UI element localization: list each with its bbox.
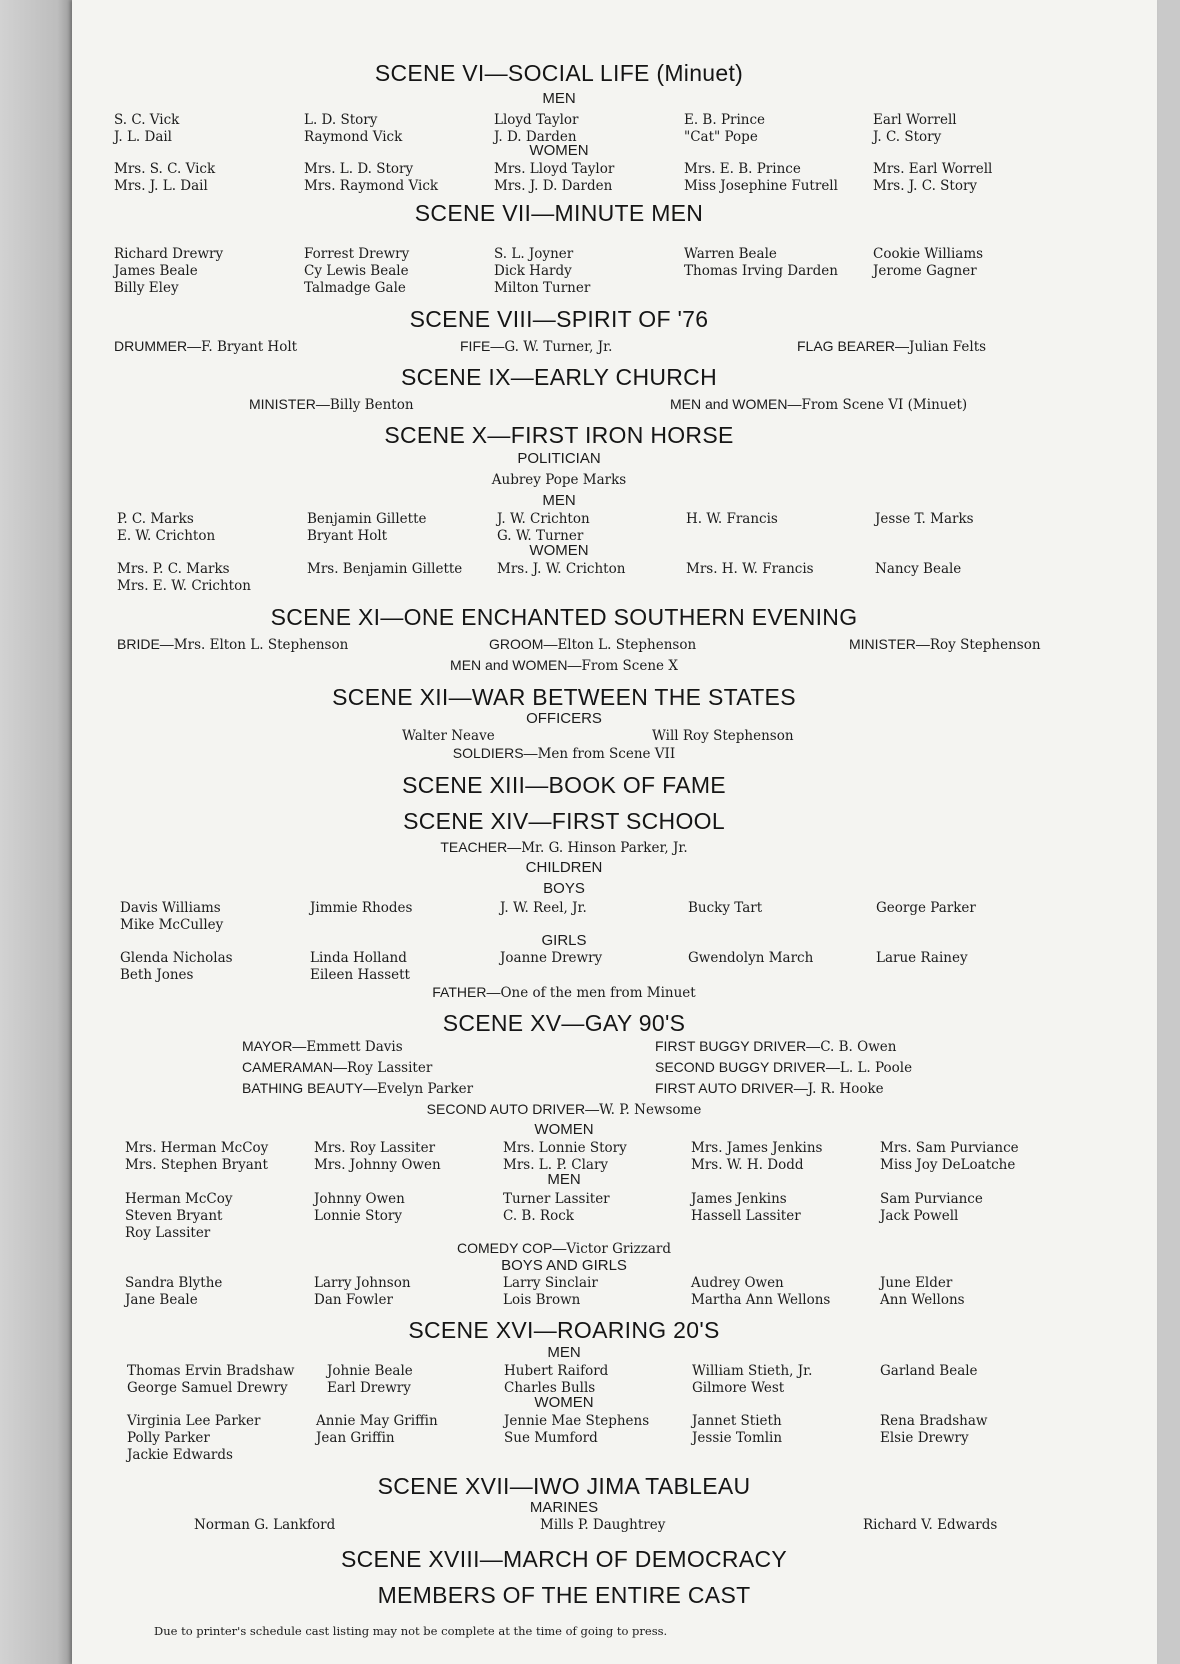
cast-name: Miss Josephine Futrell <box>684 178 838 194</box>
scene-vi-women-col <box>304 161 438 195</box>
cast-name: Charles Bulls <box>504 1380 596 1396</box>
cast-name: Annie May Griffin <box>316 1413 438 1429</box>
scene-xv-boys-girls-col <box>691 1275 830 1309</box>
scene-vi-women-col <box>114 161 215 195</box>
scene-xv-role-left <box>242 1059 432 1076</box>
cast-name: Davis Williams <box>120 900 221 916</box>
scene-viii-drummer <box>114 338 297 355</box>
cast-name: Mrs. Roy Lassiter <box>314 1140 436 1156</box>
scene-xvi-men-col <box>504 1363 608 1397</box>
scene-viii-fife <box>460 338 612 355</box>
cast-name: Garland Beale <box>880 1363 978 1379</box>
role-name: From Scene X <box>581 658 678 674</box>
scene-xv-role-right <box>655 1038 896 1055</box>
cast-name: Jean Griffin <box>316 1430 395 1446</box>
cast-name: Lonnie Story <box>314 1208 402 1224</box>
cast-name: Turner Lassiter <box>503 1191 610 1207</box>
cast-name: Mrs. L. P. Clary <box>503 1157 609 1173</box>
cast-name: Ann Wellons <box>880 1292 965 1308</box>
cast-name: Larry Sinclair <box>503 1275 598 1291</box>
scene-xv-men-col <box>880 1191 983 1225</box>
cast-name: Jessie Tomlin <box>692 1430 783 1446</box>
scene-vi-men-col <box>304 112 402 146</box>
scene-xi-men-women <box>450 657 678 674</box>
scene-xvi-men-col <box>880 1363 978 1380</box>
scene-xiv-boys-col <box>310 900 412 917</box>
scene-xvii-title: SCENE XVII—IWO JIMA TABLEAU <box>377 1473 751 1499</box>
cast-name: Mrs. J. W. Crichton <box>497 561 626 577</box>
cast-name: Mike McCulley <box>120 917 224 933</box>
role-label: MINISTER— <box>249 396 330 412</box>
cast-name: Hubert Raiford <box>504 1363 609 1379</box>
cast-name: C. B. Rock <box>503 1208 574 1224</box>
scene-xi-groom <box>489 636 696 653</box>
scene-xiv-girls-col <box>688 950 813 967</box>
scene-xvii-marine: Mills P. Daughtrey <box>540 1517 666 1533</box>
cast-name: Jannet Stieth <box>692 1413 782 1429</box>
scene-xvii-marines-label: MARINES <box>529 1499 599 1516</box>
role-name: Roy Lassiter <box>347 1060 433 1076</box>
cast-name: Raymond Vick <box>304 129 403 145</box>
scene-xiv-father <box>432 984 695 1001</box>
role-name: Mrs. Elton L. Stephenson <box>173 637 349 653</box>
scene-viii-title: SCENE VIII—SPIRIT OF '76 <box>409 306 709 332</box>
role-name: Evelyn Parker <box>377 1081 474 1097</box>
scene-vi-women-col <box>494 161 614 195</box>
scene-vi-women-col <box>684 161 838 195</box>
cast-name: Rena Bradshaw <box>880 1413 988 1429</box>
cast-name: Beth Jones <box>120 967 194 983</box>
cast-name: Jennie Mae Stephens <box>504 1413 650 1429</box>
scene-xv-boys-girls-col <box>125 1275 222 1309</box>
scene-vii-cast-col <box>494 246 590 297</box>
scene-ix-minister <box>249 396 414 413</box>
role-name: L. L. Poole <box>839 1060 913 1076</box>
cast-name: Polly Parker <box>127 1430 210 1446</box>
cast-name: G. W. Turner <box>497 528 584 544</box>
scene-xvii-marine: Richard V. Edwards <box>863 1517 998 1533</box>
scene-xv-women-col <box>314 1140 441 1174</box>
scene-xv-women-col <box>503 1140 627 1174</box>
scene-vi-women-label: WOMEN <box>529 142 589 159</box>
cast-name: J. D. Darden <box>494 129 577 145</box>
scene-xvi-women-label: WOMEN <box>534 1394 594 1411</box>
cast-name: Lloyd Taylor <box>494 112 579 128</box>
cast-name: Gwendolyn March <box>688 950 814 966</box>
scene-vii-cast-col <box>114 246 223 297</box>
role-label: SECOND AUTO DRIVER— <box>426 1101 600 1117</box>
scene-x-men-col <box>875 511 974 528</box>
cast-name: Mrs. Sam Purviance <box>880 1140 1019 1156</box>
scene-xvi-men-col <box>127 1363 294 1397</box>
scene-x-women-col <box>117 561 251 595</box>
cast-name: Mrs. P. C. Marks <box>117 561 230 577</box>
cast-name: Hassell Lassiter <box>691 1208 801 1224</box>
scene-xvi-women-col <box>127 1413 260 1464</box>
role-label: FLAG BEARER— <box>797 338 910 354</box>
scene-xv-men-col <box>125 1191 233 1242</box>
cast-name: Bryant Holt <box>307 528 388 544</box>
scene-vii-cast-col <box>304 246 409 297</box>
scene-xiv-girls-label: GIRLS <box>541 932 587 949</box>
cast-name: Mrs. S. C. Vick <box>114 161 216 177</box>
cast-name: Miss Joy DeLoatche <box>880 1157 1016 1173</box>
scene-xv-boys-girls-col <box>503 1275 598 1309</box>
scene-x-women-col <box>686 561 814 578</box>
cast-name: Elsie Drewry <box>880 1430 969 1446</box>
cast-name: Virginia Lee Parker <box>127 1413 261 1429</box>
role-name: Men from Scene VII <box>537 746 676 762</box>
scene-xvi-women-col <box>692 1413 782 1447</box>
cast-name: Jack Powell <box>880 1208 959 1224</box>
cast-name: Mrs. Raymond Vick <box>304 178 439 194</box>
role-name: W. P. Newsome <box>599 1102 702 1118</box>
cast-name: Dan Fowler <box>314 1292 393 1308</box>
scene-xii-soldiers <box>453 745 675 762</box>
scene-xv-second-auto <box>427 1101 702 1118</box>
scene-xvi-men-col <box>327 1363 413 1397</box>
cast-name: Mrs. Lloyd Taylor <box>494 161 615 177</box>
cast-name: Audrey Owen <box>691 1275 784 1291</box>
scene-xiv-teacher <box>440 839 687 856</box>
scene-x-politician-label: POLITICIAN <box>517 450 601 467</box>
cast-name: J. C. Story <box>873 129 942 145</box>
scene-ix-title: SCENE IX—EARLY CHURCH <box>400 364 718 390</box>
scene-x-men-label: MEN <box>542 492 576 509</box>
scene-xvi-women-col <box>316 1413 438 1447</box>
role-label: FATHER— <box>432 984 501 1000</box>
scene-xiv-girls-col <box>310 950 410 984</box>
scene-xvi-men-label: MEN <box>547 1344 581 1361</box>
program-page <box>72 0 1157 1664</box>
cast-name: Billy Eley <box>114 280 179 296</box>
cast-name: Mrs. Johnny Owen <box>314 1157 441 1173</box>
cast-name: Earl Worrell <box>873 112 957 128</box>
scene-xv-role-left <box>242 1038 403 1055</box>
role-label: DRUMMER— <box>114 338 202 354</box>
cast-name: Mrs. E. B. Prince <box>684 161 801 177</box>
role-name: Elton L. Stephenson <box>557 637 697 653</box>
cast-name: Jackie Edwards <box>127 1447 233 1463</box>
scene-xv-men-col <box>503 1191 610 1225</box>
role-name: One of the men from Minuet <box>500 985 696 1001</box>
cast-name: James Beale <box>114 263 198 279</box>
role-name: F. Bryant Holt <box>201 339 298 355</box>
role-name: From Scene VI (Minuet) <box>801 397 968 413</box>
scene-xv-boys-girls-label: BOYS AND GIRLS <box>501 1257 627 1274</box>
cast-name: Jerome Gagner <box>873 263 977 279</box>
role-name: Julian Felts <box>909 339 987 355</box>
scene-xiv-girls-col <box>500 950 602 967</box>
cast-name: J. W. Crichton <box>497 511 590 527</box>
cast-name: Mrs. Earl Worrell <box>873 161 993 177</box>
role-name: Mr. G. Hinson Parker, Jr. <box>521 840 688 856</box>
cast-name: H. W. Francis <box>686 511 778 527</box>
role-name: G. W. Turner, Jr. <box>504 339 613 355</box>
scene-xiv-girls-col <box>876 950 968 967</box>
scene-xvi-women-col <box>880 1413 987 1447</box>
scene-xi-title: SCENE XI—ONE ENCHANTED SOUTHERN EVENING <box>270 604 858 630</box>
scene-vii-title: SCENE VII—MINUTE MEN <box>414 200 704 226</box>
cast-name: Mrs. Stephen Bryant <box>125 1157 268 1173</box>
cast-name: Bucky Tart <box>688 900 763 916</box>
scene-xv-men-label: MEN <box>547 1171 581 1188</box>
scene-xv-role-right <box>655 1059 912 1076</box>
cast-name: Dick Hardy <box>494 263 572 279</box>
scene-xiv-boys-col <box>688 900 762 917</box>
scene-xvi-title: SCENE XVI—ROARING 20'S <box>408 1317 720 1343</box>
scene-xiv-boys-col <box>876 900 976 917</box>
scene-xv-title: SCENE XV—GAY 90'S <box>442 1010 686 1036</box>
role-label: SECOND BUGGY DRIVER— <box>655 1059 840 1075</box>
role-label: CAMERAMAN— <box>242 1059 348 1075</box>
cast-name: Glenda Nicholas <box>120 950 233 966</box>
cast-name: Thomas Ervin Bradshaw <box>127 1363 295 1379</box>
cast-name: Forrest Drewry <box>304 246 410 262</box>
cast-name: Steven Bryant <box>125 1208 223 1224</box>
cast-name: Nancy Beale <box>875 561 962 577</box>
cast-name: Mrs. Benjamin Gillette <box>307 561 463 577</box>
scene-ix-men-women <box>670 396 967 413</box>
cast-name: Eileen Hassett <box>310 967 410 983</box>
scene-xviii-title: SCENE XVIII—MARCH OF DEMOCRACY <box>340 1546 788 1572</box>
scene-vi-men-col <box>114 112 179 146</box>
role-name: C. B. Owen <box>820 1039 897 1055</box>
role-name: Emmett Davis <box>306 1039 403 1055</box>
scene-xv-men-col <box>691 1191 801 1225</box>
scene-xii-title: SCENE XII—WAR BETWEEN THE STATES <box>332 684 796 710</box>
role-label: MINISTER— <box>849 636 930 652</box>
cast-name: P. C. Marks <box>117 511 194 527</box>
cast-name: Herman McCoy <box>125 1191 233 1207</box>
scene-xv-women-col <box>880 1140 1019 1174</box>
cast-name: J. W. Reel, Jr. <box>500 900 587 916</box>
scene-xiv-boys-label: BOYS <box>543 880 585 897</box>
scene-xiv-girls-col <box>120 950 233 984</box>
cast-name: Jimmie Rhodes <box>310 900 413 916</box>
cast-name: Johnny Owen <box>314 1191 405 1207</box>
role-label: SOLDIERS— <box>452 745 538 761</box>
cast-name: Jane Beale <box>125 1292 198 1308</box>
scene-x-women-label: WOMEN <box>529 542 589 559</box>
role-label: FIRST BUGGY DRIVER— <box>655 1038 821 1054</box>
cast-name: Joanne Drewry <box>500 950 603 966</box>
role-label: GROOM— <box>489 636 558 652</box>
cast-name: Gilmore West <box>692 1380 785 1396</box>
scene-xiv-boys-col <box>120 900 223 934</box>
cast-name: George Samuel Drewry <box>127 1380 288 1396</box>
cast-name: Thomas Irving Darden <box>684 263 838 279</box>
cast-name: Earl Drewry <box>327 1380 411 1396</box>
cast-name: Lois Brown <box>503 1292 581 1308</box>
role-label: FIRST AUTO DRIVER— <box>655 1080 808 1096</box>
scene-xii-officers-label: OFFICERS <box>526 710 602 727</box>
cast-name: "Cat" Pope <box>684 129 758 145</box>
role-label: MEN and WOMEN— <box>450 657 582 673</box>
cast-name: Mrs. H. W. Francis <box>686 561 814 577</box>
cast-name: Mrs. Herman McCoy <box>125 1140 269 1156</box>
footnote: Due to printer's schedule cast listing may not be complete at the time of going to press. <box>154 1624 668 1638</box>
cast-name: Mrs. Lonnie Story <box>503 1140 627 1156</box>
cast-name: Martha Ann Wellons <box>691 1292 831 1308</box>
scene-xv-women-col <box>125 1140 268 1174</box>
scene-xv-role-left <box>242 1080 473 1097</box>
cast-name: J. L. Dail <box>114 129 173 145</box>
cast-name: June Elder <box>880 1275 953 1291</box>
cast-name: Linda Holland <box>310 950 407 966</box>
cast-name: Mrs. L. D. Story <box>304 161 414 177</box>
scene-vi-women-col <box>873 161 992 195</box>
role-label: BRIDE— <box>117 636 174 652</box>
scene-xv-men-col <box>314 1191 405 1225</box>
scene-x-men-col <box>686 511 778 528</box>
cast-name: E. B. Prince <box>684 112 766 128</box>
scene-xii-officer: Will Roy Stephenson <box>652 728 794 744</box>
cast-name: William Stieth, Jr. <box>692 1363 813 1379</box>
cast-name: Sam Purviance <box>880 1191 983 1207</box>
scene-x-men-col <box>117 511 215 545</box>
scene-x-women-col <box>875 561 961 578</box>
cast-name: Larue Rainey <box>876 950 968 966</box>
scene-xiv-boys-col <box>500 900 587 917</box>
scene-xv-comedy-cop <box>457 1240 671 1257</box>
cast-name: L. D. Story <box>304 112 378 128</box>
cast-name: Johnie Beale <box>327 1363 413 1379</box>
cast-name: Mrs. J. L. Dail <box>114 178 208 194</box>
cast-name: Jesse T. Marks <box>875 511 974 527</box>
scene-vi-men-col <box>494 112 579 146</box>
cast-name: Mrs. E. W. Crichton <box>117 578 251 594</box>
cast-name: S. L. Joyner <box>494 246 574 262</box>
scene-x-men-col <box>307 511 427 545</box>
role-name: Roy Stephenson <box>929 637 1041 653</box>
scene-xi-bride <box>117 636 348 653</box>
scene-xi-minister <box>849 636 1041 653</box>
role-label: MEN and WOMEN— <box>670 396 802 412</box>
cast-name: Warren Beale <box>684 246 777 262</box>
scene-vii-cast-col <box>873 246 983 280</box>
role-name: J. R. Hooke <box>807 1081 884 1097</box>
scene-vii-cast-col <box>684 246 838 280</box>
cast-name: George Parker <box>876 900 976 916</box>
scene-xii-officer: Walter Neave <box>402 728 495 744</box>
cast-name: Cy Lewis Beale <box>304 263 409 279</box>
scene-xvi-men-col <box>692 1363 812 1397</box>
cast-name: Talmadge Gale <box>304 280 406 296</box>
cast-name: Mrs. W. H. Dodd <box>691 1157 804 1173</box>
cast-name: Sandra Blythe <box>125 1275 223 1291</box>
scene-vi-men-col <box>684 112 765 146</box>
cast-name: E. W. Crichton <box>117 528 216 544</box>
scene-xviii-subtitle: MEMBERS OF THE ENTIRE CAST <box>377 1582 751 1608</box>
role-label: FIFE— <box>460 338 505 354</box>
cast-name: Mrs. J. C. Story <box>873 178 978 194</box>
role-name: Victor Grizzard <box>566 1241 672 1257</box>
scene-vi-men-label: MEN <box>542 90 576 107</box>
cast-name: Sue Mumford <box>504 1430 598 1446</box>
cast-name: Benjamin Gillette <box>307 511 427 527</box>
scene-xv-role-right <box>655 1080 884 1097</box>
scene-xiii-title: SCENE XIII—BOOK OF FAME <box>402 772 726 798</box>
scene-vi-title: SCENE VI—SOCIAL LIFE (Minuet) <box>374 60 744 86</box>
cast-name: Mrs. J. D. Darden <box>494 178 613 194</box>
role-label: COMEDY COP— <box>456 1240 567 1256</box>
cast-name: Milton Turner <box>494 280 591 296</box>
scene-xv-boys-girls-col <box>314 1275 411 1309</box>
cast-name: S. C. Vick <box>114 112 180 128</box>
role-label: MAYOR— <box>242 1038 307 1054</box>
scene-xiv-title: SCENE XIV—FIRST SCHOOL <box>403 808 725 834</box>
scene-xvi-women-col <box>504 1413 649 1447</box>
scene-x-women-col <box>307 561 462 578</box>
scene-xvii-marine: Norman G. Lankford <box>194 1517 336 1533</box>
role-name: Billy Benton <box>329 397 414 413</box>
scene-vi-men-col <box>873 112 957 146</box>
cast-name: Richard Drewry <box>114 246 224 262</box>
page-edge <box>0 0 72 1664</box>
cast-name: Cookie Williams <box>873 246 984 262</box>
scene-xv-boys-girls-col <box>880 1275 965 1309</box>
cast-name: Roy Lassiter <box>125 1225 211 1241</box>
role-label: TEACHER— <box>440 839 522 855</box>
cast-name: Larry Johnson <box>314 1275 411 1291</box>
scene-x-women-col <box>497 561 625 578</box>
cast-name: Mrs. James Jenkins <box>691 1140 823 1156</box>
scene-viii-flag-bearer <box>797 338 986 355</box>
cast-name: James Jenkins <box>691 1191 787 1207</box>
role-label: BATHING BEAUTY— <box>242 1080 378 1096</box>
scene-x-men-col <box>497 511 590 545</box>
scene-xiv-children-label: CHILDREN <box>525 859 603 876</box>
scene-xv-women-col <box>691 1140 822 1174</box>
scene-xv-women-label: WOMEN <box>534 1121 594 1138</box>
scene-x-title: SCENE X—FIRST IRON HORSE <box>384 422 734 448</box>
scene-x-politician: Aubrey Pope Marks <box>491 472 627 488</box>
